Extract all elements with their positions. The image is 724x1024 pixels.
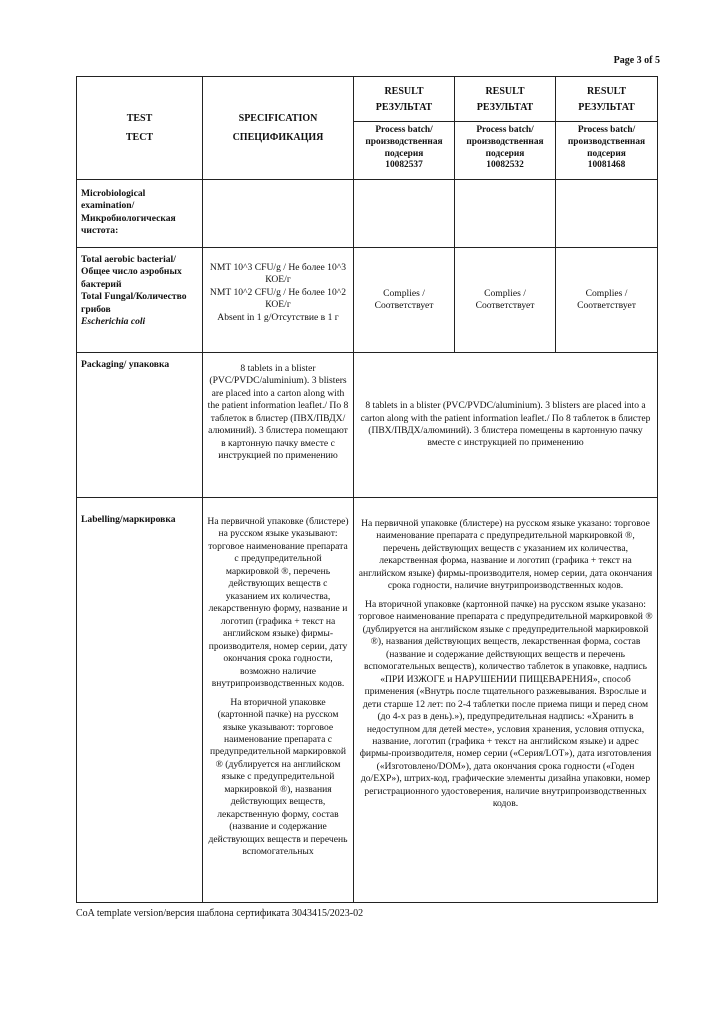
result-complies: Complies / Соответствует xyxy=(455,248,556,353)
batch-number: 10081468 xyxy=(587,160,626,171)
result-packaging: 8 tablets in a blister (PVC/PVDC/aluminium). 3 blisters are placed into a carton along with the patient information leaflet./ По 8 таблеток в блистер (ПВХ/ПВДХ/алюминий). 3 блистера помещены в картонную пачку вместе с инструкцией по применению xyxy=(354,353,658,498)
row-packaging xyxy=(77,353,658,498)
batch-number: 10082537 xyxy=(385,160,423,171)
certificate-table xyxy=(76,76,658,903)
result-empty xyxy=(455,180,556,248)
result-labelling: На первичной упаковке (блистере) на русском языке указано: торговое наименование препарата с предупредительной маркировкой ®, перечень действующих веществ с указанием их количества, лекарственная форма, название и логотип (графика + текст на английском языке) фирмы-производителя, номер серии, дата окончания срока годности, наличие внутрипроизводственных кодов. На вторичной упаковке (картонной пачке) на русском языке указано: торговое наименование препарата с предупредительной маркировкой ® (дублируется на английском языке с предупредительной маркировкой ®), названия действующих веществ, лекарственная форма, состав (название и содержание действующих веществ и перечень вспомогательных веществ), количество таблеток в упаковке, надпись «ПРИ ИЗЖОГЕ и НАРУШЕНИИ ПИЩЕВАРЕНИЯ», способ применения («Внутрь после тщательного разжевывания. Взрослые и дети старше 12 лет: по 2-4 таблетки после приема пищи и перед сном (до 4-х раз в день).»), предупредительная надпись: «Хранить в недоступном для детей месте», условия хранения, условия отпуска, название, логотип (графика + текст на английском языке) и адрес фирмы-производителя, номер серии («Серия/LOT»), дата изготовления («Изготовлено/DOM»), дата окончания срока годности («Годен до/EXP»), штрих-код, графические элементы дизайна упаковки, номер регистрационного удостоверения, наличие внутрипроизводственных кодов. xyxy=(354,498,658,903)
footer-template-version: CoA template version/версия шаблона сертификата 3043415/2023-02 xyxy=(76,908,364,919)
test-packaging: Packaging/ упаковка xyxy=(77,353,203,498)
test-microbiological: Microbiological examination/ Микробиологическая чистота: xyxy=(77,180,203,248)
test-aerobic: Total aerobic bacterial/ Общее число аэробных бактерий Total Fungal/Количество грибов Escherichia coli xyxy=(77,248,203,353)
result-empty xyxy=(556,180,658,248)
header-row xyxy=(77,77,658,180)
result-complies: Complies / Соответствует xyxy=(556,248,658,353)
row-labelling xyxy=(77,498,658,903)
spec-labelling: На первичной упаковке (блистере) на русском языке указывают: торговое наименование препарата с предупредительной маркировкой ®, перечень действующих веществ с указанием их количества, лекарственную форму, название и логотип (графика + текст на английском языке) фирмы-производителя, номер серии, дату окончания срока годности, возможно наличие внутрипроизводственных кодов. На вторичной упаковке (картонной пачке) на русском языке указывают: торговое наименование препарата с предупредительной маркировкой ® (дублируется на английском языке с предупредительной маркировкой ®), названия действующих веществ, лекарственную форму, состав (название и содержание действующих веществ и перечень вспомогательных xyxy=(203,498,354,903)
row-aerobic xyxy=(77,248,658,353)
spec-aerobic: NMT 10^3 CFU/g / Не более 10^3 КОЕ/г NMT 10^2 CFU/g / Не более 10^2 КОЕ/г Absent in 1 g/Отсутствие в 1 г xyxy=(203,248,354,353)
batch-number: 10082532 xyxy=(486,160,524,171)
header-result-3: RESULT РЕЗУЛЬТАТ Process batch/ производственная подсерия 10081468 xyxy=(556,77,658,180)
header-result-2: RESULT РЕЗУЛЬТАТ Process batch/ производственная подсерия 10082532 xyxy=(455,77,556,180)
spec-packaging: 8 tablets in a blister (PVC/PVDC/aluminium). 3 blisters are placed into a carton along with the patient information leaflet./ По 8 таблеток в блистер (ПВХ/ПВДХ/алюминий). 3 блистера помещают в картонную пачку вместе с инструкцией по применению xyxy=(203,353,354,498)
result-complies: Complies / Соответствует xyxy=(354,248,455,353)
header-specification: SPECIFICATION СПЕЦИФИКАЦИЯ xyxy=(203,77,354,180)
header-result-1: RESULT РЕЗУЛЬТАТ Process batch/ производственная подсерия 10082537 xyxy=(354,77,455,180)
header-test: TEST ТЕСТ xyxy=(77,77,203,180)
page-number: Page 3 of 5 xyxy=(613,55,660,66)
spec-empty xyxy=(203,180,354,248)
row-microbiological xyxy=(77,180,658,248)
test-labelling: Labelling/маркировка xyxy=(77,498,203,903)
result-empty xyxy=(354,180,455,248)
